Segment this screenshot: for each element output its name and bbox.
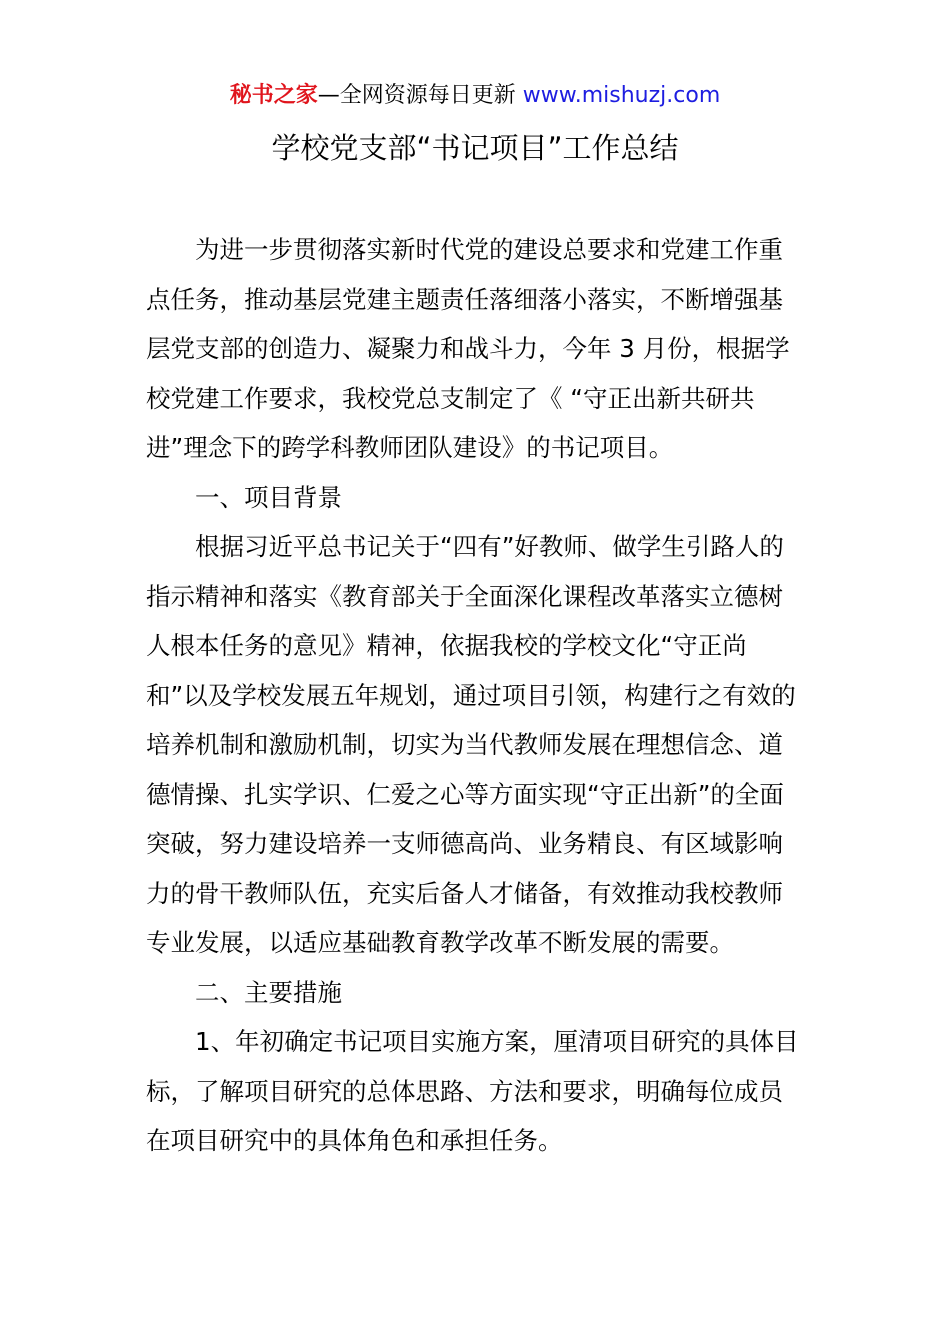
section-heading-background: 一、项目背景 [195, 482, 342, 512]
document-title: 学校党支部“书记项目”工作总结 [271, 131, 679, 165]
brand-name: 秘书之家 [229, 83, 318, 108]
intro-paragraph: 为进一步贯彻落实新时代党的建设总要求和党建工作重点任务，推动基层党建主题责任落细落小落实，不断增强基层党支部的创造力、凝聚力和战斗力，今年 3 月份，根据学校党建工作要求，我校党总支制定了《 “守正出新共研共进”理念下的跨学科教师团队建设》的书记项目。 [146, 235, 790, 462]
background-paragraph: 根据习近平总书记关于“四有”好教师、做学生引路人的指示精神和落实《教育部关于全面深化课程改革落实立德树人根本任务的意见》精神，依据我校的学校文化“守正尚和”以及学校发展五年规划，通过项目引领，构建行之有效的培养机制和激励机制，切实为当代教师发展在理想信念、道德情操、扎实学识、仁爱之心等方面实现“守正出新”的全面突破，努力建设培养一支师德高尚、业务精良、有区域影响力的骨干教师队伍，充实后备人才储备，有效推动我校教师专业发展，以适应基础教育教学改革不断发展的需要。 [146, 532, 796, 957]
document-body [146, 225, 806, 1166]
section-heading-measures: 二、主要措施 [195, 977, 342, 1007]
site-url-link[interactable]: www.mishuzj.com [522, 83, 721, 108]
header-tagline: —全网资源每日更新 [317, 83, 523, 108]
site-header [0, 80, 950, 112]
measure-paragraph-1: 1、年初确定书记项目实施方案，厘清项目研究的具体目标，了解项目研究的总体思路、方法和要求，明确每位成员在项目研究中的具体角色和承担任务。 [146, 1027, 799, 1155]
